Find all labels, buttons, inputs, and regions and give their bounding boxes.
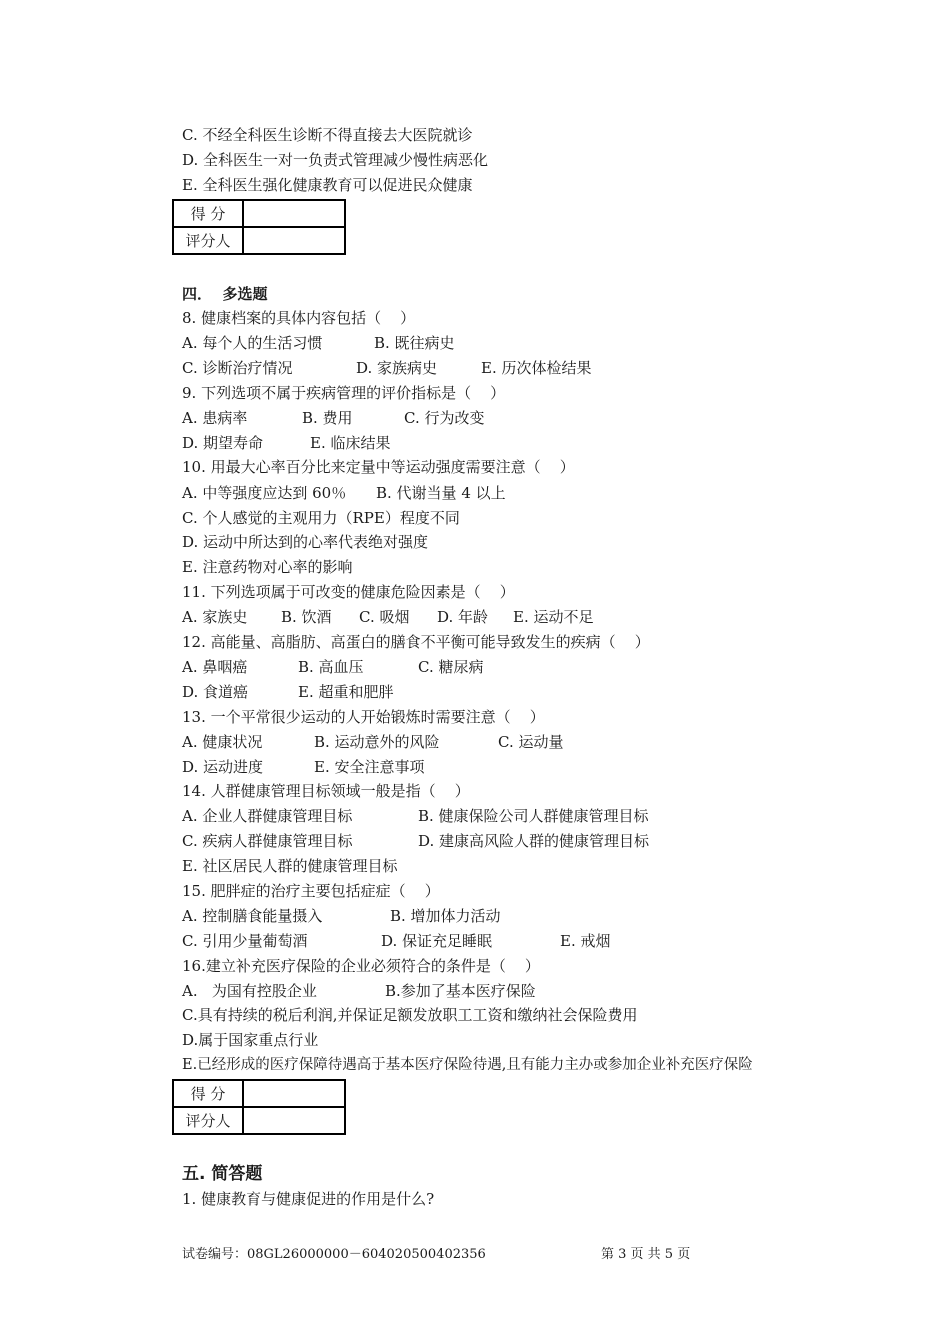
- option-row: [182, 981, 536, 1001]
- option: A. 企业人群健康管理目标: [182, 807, 353, 825]
- option: A. 鼻咽癌: [182, 658, 248, 676]
- option: C. 吸烟: [359, 608, 410, 626]
- question-text: 14. 人群健康管理目标领域一般是指（ ）: [182, 782, 470, 800]
- option: B. 代谢当量 4 以上: [376, 484, 506, 502]
- option-row: [182, 358, 592, 378]
- option-line: E. 社区居民人群的健康管理目标: [182, 857, 398, 875]
- option: C. 运动量: [498, 733, 564, 751]
- question-text: 8. 健康档案的具体内容包括（ ）: [182, 309, 416, 327]
- option: E. 安全注意事项: [314, 758, 425, 776]
- score-label: 得 分: [173, 1080, 243, 1107]
- option: D. 建康高风险人群的健康管理目标: [418, 832, 650, 850]
- option: D. 年龄: [437, 608, 489, 626]
- option: B. 高血压: [298, 658, 364, 676]
- score-cell[interactable]: [243, 1080, 345, 1107]
- question-text: 15. 肥胖症的治疗主要包括症症（ ）: [182, 882, 440, 900]
- option-row: [182, 931, 611, 951]
- question-text: 11. 下列选项属于可改变的健康危险因素是（ ）: [182, 583, 515, 601]
- grader-label: 评分人: [173, 227, 243, 254]
- page-number: 第 3 页 共 5 页: [601, 1247, 691, 1262]
- option-row: [182, 757, 425, 777]
- option-row: [182, 732, 564, 752]
- option: E. 超重和肥胖: [298, 683, 394, 701]
- option: E. 历次体检结果: [481, 359, 592, 377]
- score-cell[interactable]: [243, 200, 345, 227]
- option: B.参加了基本医疗保险: [385, 982, 536, 1000]
- option-row: [182, 806, 649, 826]
- option-line: C. 不经全科医生诊断不得直接去大医院就诊: [182, 126, 473, 144]
- option-line: D. 全科医生一对一负责式管理减少慢性病恶化: [182, 151, 489, 169]
- option: D. 期望寿命: [182, 434, 264, 452]
- option: D. 食道癌: [182, 683, 249, 701]
- section-title: 五. 简答题: [182, 1164, 263, 1184]
- section-title: 四． 多选题: [182, 285, 268, 303]
- option: C. 诊断治疗情况: [182, 359, 293, 377]
- option: A. 中等强度应达到 60％: [182, 484, 347, 502]
- grader-label: 评分人: [173, 1107, 243, 1134]
- option-row: [182, 657, 484, 677]
- question-text: 10. 用最大心率百分比来定量中等运动强度需要注意（ ）: [182, 458, 575, 476]
- option-row: [182, 333, 455, 353]
- option-line: D.属于国家重点行业: [182, 1031, 319, 1049]
- option-line: C.具有持续的税后利润,并保证足额发放职工工资和缴纳社会保险费用: [182, 1006, 638, 1024]
- option: E. 临床结果: [310, 434, 391, 452]
- question-text: 16.建立补充医疗保险的企业必须符合的条件是（ ）: [182, 957, 540, 975]
- option: A. 为国有控股企业: [182, 982, 317, 1000]
- option: C. 糖尿病: [418, 658, 484, 676]
- option: C. 疾病人群健康管理目标: [182, 832, 353, 850]
- option-row: [182, 433, 391, 453]
- option: C. 引用少量葡萄酒: [182, 932, 308, 950]
- option: B. 费用: [302, 409, 353, 427]
- option: C. 行为改变: [404, 409, 485, 427]
- option-line: E.已经形成的医疗保障待遇高于基本医疗保险待遇,且有能力主办或参加企业补充医疗保险: [182, 1057, 753, 1073]
- question-text: 13. 一个平常很少运动的人开始锻炼时需要注意（ ）: [182, 708, 545, 726]
- score-table: [172, 1079, 346, 1135]
- option: A. 每个人的生活习惯: [182, 334, 323, 352]
- option-row: [182, 906, 501, 926]
- score-table: [172, 199, 346, 255]
- option: D. 家族病史: [356, 359, 438, 377]
- option: E. 戒烟: [560, 932, 611, 950]
- option-line: E. 全科医生强化健康教育可以促进民众健康: [182, 176, 473, 194]
- option: B. 增加体力活动: [390, 907, 501, 925]
- option: A. 家族史: [182, 608, 248, 626]
- option-line: E. 注意药物对心率的影响: [182, 558, 353, 576]
- question-text: 12. 高能量、高脂肪、高蛋白的膳食不平衡可能导致发生的疾病（ ）: [182, 633, 650, 651]
- option-row: [182, 607, 594, 627]
- option-line: D. 运动中所达到的心率代表绝对强度: [182, 533, 429, 551]
- option: B. 既往病史: [374, 334, 455, 352]
- option: B. 运动意外的风险: [314, 733, 440, 751]
- option: A. 控制膳食能量摄入: [182, 907, 323, 925]
- option: E. 运动不足: [513, 608, 594, 626]
- option-row: [182, 483, 506, 503]
- option-row: [182, 408, 485, 428]
- option: A. 健康状况: [182, 733, 263, 751]
- question-text: 1. 健康教育与健康促进的作用是什么?: [182, 1190, 435, 1208]
- option: D. 运动进度: [182, 758, 264, 776]
- grader-cell[interactable]: [243, 1107, 345, 1134]
- exam-number: 试卷编号：08GL26000000－604020500402356: [182, 1247, 486, 1262]
- score-label: 得 分: [173, 200, 243, 227]
- option: A. 患病率: [182, 409, 248, 427]
- question-text: 9. 下列选项不属于疾病管理的评价指标是（ ）: [182, 384, 506, 402]
- option-row: [182, 682, 394, 702]
- option: D. 保证充足睡眠: [381, 932, 493, 950]
- option-row: [182, 831, 650, 851]
- option: B. 健康保险公司人群健康管理目标: [418, 807, 649, 825]
- grader-cell[interactable]: [243, 227, 345, 254]
- option-line: C. 个人感觉的主观用力（RPE）程度不同: [182, 509, 460, 527]
- option: B. 饮酒: [281, 608, 332, 626]
